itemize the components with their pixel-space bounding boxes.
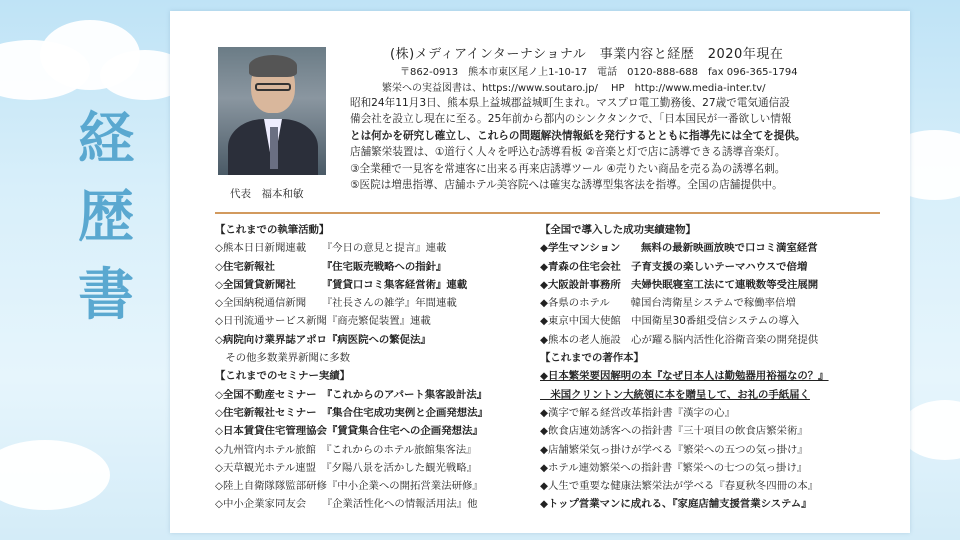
section-divider <box>215 212 880 214</box>
list-item: 米国クリントン大統領に本を贈呈して、お礼の手紙届く <box>540 388 810 401</box>
bio-line: 備会社を設立し現在に至る。25年前から都内のシンクタンクで、「日本国民が一番欲しい情報 <box>350 113 792 126</box>
list-item: ◇陸上自衛隊隊監部研修『中小企業への開拓営業法研修』 <box>215 480 483 493</box>
list-item: ◇病院向け業界誌アポロ『病医院への繁促法』 <box>215 333 431 346</box>
list-item: ◆青森の住宅会社 子育支援の楽しいテーマハウスで倍増 <box>540 260 808 273</box>
biography-text <box>350 95 898 193</box>
page-title <box>72 100 142 334</box>
list-item: ◇住宅新報社セミナー 『集合住宅成功実例と企画発想法』 <box>215 406 488 419</box>
list-item: ◇熊本日日新聞連載 『今日の意見と提言』連載 <box>215 242 447 255</box>
bio-line: 昭和24年11月3日、熊本県上益城郡益城町生まれ。マスプロ電工勤務後、27歳で電気通信設 <box>350 97 790 109</box>
title-char: 書 <box>78 262 136 328</box>
list-item: ◇全国納税通信新聞 『社長さんの雑学』年間連載 <box>215 297 457 310</box>
bio-line: とは何かを研究し確立し、これらの問題解決情報紙を発行するとともに指導先には全てを提供。 <box>350 129 806 142</box>
activities-column <box>215 221 543 514</box>
list-item: ◇住宅新報社 『住宅販売戦略への指針』 <box>215 260 447 273</box>
list-item: 【これまでのセミナー実績】 <box>215 370 351 383</box>
list-item: ◆熊本の老人施設 心が躍る脳内活性化浴衛音楽の開発提供 <box>540 333 819 346</box>
list-item: ◇天草観光ホテル連盟 『夕陽八景を活かした観光戦略』 <box>215 461 478 474</box>
list-item: 【これまでの執筆活動】 <box>215 224 330 236</box>
list-item: 【これまでの著作本】 <box>540 352 644 365</box>
company-websites: 繁栄への実益図書は、https://www.soutaro.jp/ HP http://www.media-inter.tv/ <box>382 83 766 94</box>
company-heading: (株)メディアインターナショナル 事業内容と経歴 2020年現在 <box>390 47 784 62</box>
list-item: ◇九州管内ホテル旅館 『これからのホテル旅館集客法』 <box>215 443 477 456</box>
cloud-decoration <box>0 440 110 510</box>
title-char: 歴 <box>78 184 136 250</box>
company-address: 〒862-0913 熊本市東区尾ノ上1-10-17 電話 0120-888-688 fax 096-365-1794 <box>400 67 798 78</box>
list-item: ◇全国賃貸新聞社 『賃貸口コミ集客経営術』連載 <box>215 278 468 291</box>
list-item: 【全国で導入した成功実績建物】 <box>540 224 696 236</box>
list-item: ◇全国不動産セミナー 『これからのアパート集客設計法』 <box>215 388 488 401</box>
achievements-column <box>540 221 885 514</box>
list-item: ◆日本繁栄要因解明の本『なぜ日本人は勤勉器用裕福なの？』 <box>540 370 829 383</box>
list-item: ◆トップ営業マンに成れる、『家庭店舗支援営業システム』 <box>540 498 812 511</box>
list-item: ◆東京中国大使館 中国衛星30番組受信システムの導入 <box>540 315 800 328</box>
list-item: ◆漢字で解る経営改革指針書『漢字の心』 <box>540 406 736 419</box>
list-item: ◆学生マンション 無料の最新映画放映で口コミ満室経営 <box>540 242 818 255</box>
title-char: 経 <box>78 106 136 172</box>
list-item: ◇日刊流通サービス新聞『商売繁促装置』連載 <box>215 315 431 328</box>
bio-line: 店舗繁栄装置は、①道行く人々を呼込む誘導看板 ②音楽と灯で店に誘導できる誘導音楽灯。 <box>350 146 786 159</box>
list-item: その他多数業界新聞に多数 <box>215 352 351 365</box>
bio-line: ⑤医院は増患指導、店舗ホテル美容院へは確実な誘導型集客法を指導。全国の店舗提供中。 <box>350 179 783 192</box>
list-item: ◆大阪設計事務所 夫婦快眠寝室工法にて連戦数等受注展開 <box>540 278 819 291</box>
portrait-photo <box>218 47 326 175</box>
list-item: ◆店舗繁栄気っ掛けが学べる『繁栄への五つの気っ掛け』 <box>540 443 808 456</box>
list-item: ◆ホテル連効繁栄への指針書『繁栄への七つの気っ掛け』 <box>540 461 808 474</box>
list-item: ◇中小企業家同友会 『企業活性化への情報活用法』他 <box>215 498 478 511</box>
portrait-caption: 代表 福本和敏 <box>230 188 304 200</box>
list-item: ◆人生で重要な健康法繁栄法が学べる『春夏秋冬四冊の本』 <box>540 480 819 493</box>
list-item: ◆各県のホテル 韓国台湾衛星システムで稼働率倍増 <box>540 297 796 310</box>
list-item: ◇日本賃貸住宅管理協会『賃貸集合住宅への企画発想法』 <box>215 425 483 438</box>
list-item: ◆飲食店連効誘客への指針書『三十項目の飲食店繁栄術』 <box>540 425 808 438</box>
bio-line: ③全業種で一見客を常連客に出来る再来店誘導ツール ④売りたい商品を売る為の誘導名刺。 <box>350 162 786 175</box>
resume-card <box>170 11 910 533</box>
